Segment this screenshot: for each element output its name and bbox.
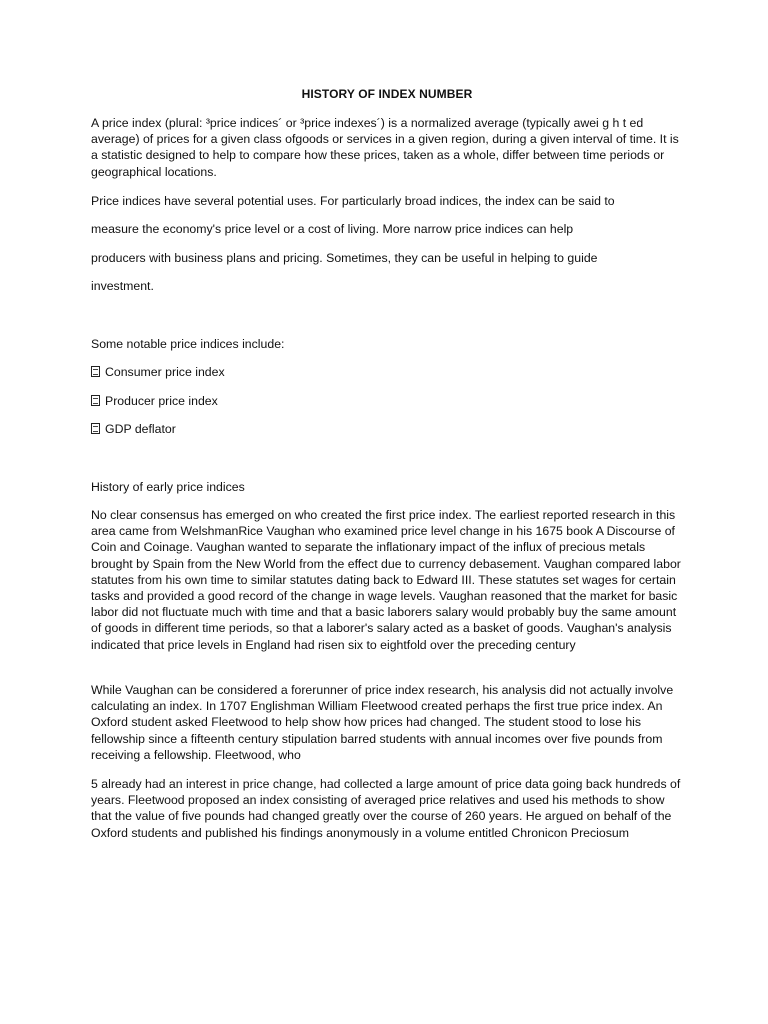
uses-line-3: producers with business plans and pricing. Sometimes, they can be useful in helping to guide (91, 251, 598, 265)
uses-line-1: Price indices have several potential uses. For particularly broad indices, the index can be said to (91, 194, 615, 208)
uses-line-4: investment. (91, 279, 154, 293)
bullet-box-icon (91, 366, 100, 377)
list-item (91, 364, 691, 380)
bullet-box-icon (91, 395, 100, 406)
uses-line-2: measure the economy's price level or a cost of living. More narrow price indices can help (91, 222, 574, 236)
history-heading: History of early price indices (91, 480, 245, 494)
history-paragraph-2: While Vaughan can be considered a forerunner of price index research, his analysis did not actually involve calculating an index. In 1707 Englishman William Fleetwood created perhaps the first true price index. An Oxford student asked Fleetwood to help show how prices had changed. The student stood to lose his fellowship since a fifteenth century stipulation barred students with annual incomes over five pounds from receiving a fellowship. Fleetwood, who (91, 683, 674, 762)
document-page (91, 0, 683, 1024)
list-item (91, 393, 691, 409)
history-paragraph-1: No clear consensus has emerged on who created the first price index. The earliest reported research in this area came from WelshmanRice Vaughan who examined price level change in his 1675 book A Discourse of Coin and Coinage. Vaughan wanted to separate the inflationary impact of the influx of precious metals brought by Spain from the New World from the effect due to currency debasement. Vaughan compared labor statutes from his own time to similar statutes dating back to Edward III. These statutes set wages for certain tasks and provided a good record of the change in wage levels. Vaughan reasoned that the market for basic labor did not fluctuate much with time and that a basic laborers salary would probably buy the same amount of goods in different time periods, so that a laborer's salary acted as a basket of goods. Vaughan's analysis indicated that price levels in England had risen six to eightfold over the preceding century (91, 508, 681, 652)
notable-indices-intro: Some notable price indices include: (91, 337, 285, 351)
bullet-box-icon (91, 423, 100, 434)
list-item (91, 421, 691, 437)
document-title: HISTORY OF INDEX NUMBER (301, 87, 473, 101)
list-item-label: Consumer price index (105, 365, 225, 379)
history-paragraph-3: 5 already had an interest in price change, had collected a large amount of price data going back hundreds of years. Fleetwood proposed an index consisting of averaged price relatives and used his methods to show that the value of five pounds had changed greatly over the course of 260 years. He argued on behalf of the Oxford students and published his findings anonymously in a volume entitled Chronicon Preciosum (91, 777, 681, 840)
list-item-label: GDP deflator (105, 422, 176, 436)
intro-paragraph: A price index (plural: ³price indices´ or ³price indexes´) is a normalized average (typically awei g h t ed average) of prices for a given class ofgoods or services in a given region, during a given interval of time. It is a statistic designed to help to compare how these prices, taken as a whole, differ between time periods or geographical locations. (91, 116, 679, 179)
list-item-label: Producer price index (105, 394, 218, 408)
